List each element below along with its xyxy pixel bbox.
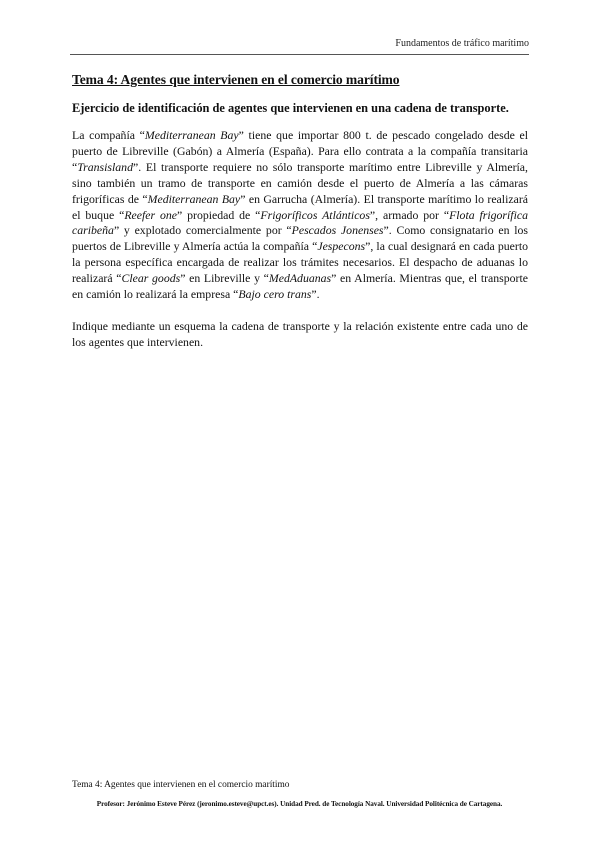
case-paragraph [72, 128, 528, 303]
document-body [72, 128, 528, 367]
company-name: Flota frigorífica caribeña [72, 207, 528, 238]
text-run: ” tiene que importar 800 t. de pescado congelado desde el puerto de Libreville (Gabón) a Almería (España). Para ello contrata a la compañía transitaria “ [72, 128, 529, 174]
company-name: Frigoríficos Atlánticos [260, 207, 370, 222]
text-run: ”. Como consignatario en los puertos de Libreville y Almería actúa la compañía “ [72, 223, 528, 254]
text-run: ” en Libreville y “ [180, 271, 269, 286]
company-name: Bajo cero trans [238, 287, 312, 302]
text-run: ” propiedad de “ [177, 207, 261, 222]
instruction-paragraph: Indique mediante un esquema la cadena de transporte y la relación existente entre cada uno de los agentes que intervienen. [72, 318, 528, 349]
ship-name: Reefer one [124, 207, 178, 222]
text-run: La compañía “ [72, 128, 145, 142]
text-run: ” en Almería. Mientras que, el transporte en camión lo realizará la empresa “ [72, 271, 528, 302]
company-name: Clear goods [121, 271, 181, 286]
text-run: ”. El transporte requiere no sólo transporte marítimo entre Libreville y Almería, sino también un tramo de transporte en camión desde el puerto de Almería a las cámaras frigoríficas de “ [72, 159, 528, 206]
text-run: ” en Garrucha (Almería). El transporte marítimo lo realizará el buque “ [72, 191, 528, 222]
text-run: ”, la cual designará en cada puerto la persona específica encargada de realizar los trámites necesarios. El despacho de aduanas lo realizará “ [72, 239, 529, 286]
company-name: Jespecons [317, 239, 366, 254]
text-run: ” y explotado comercialmente por “ [113, 223, 292, 238]
document-title: Tema 4: Agentes que intervienen en el comercio marítimo [72, 72, 400, 87]
text-run: ”, armado por “ [369, 207, 450, 222]
header-divider [70, 54, 529, 55]
company-name: Transisland [77, 159, 133, 174]
company-name: Mediterranean Bay [144, 128, 239, 142]
company-name: MedAduanas [268, 271, 332, 286]
footer-title: Tema 4: Agentes que intervienen en el comercio marítimo [72, 780, 290, 790]
company-name: Mediterranean Bay [147, 191, 241, 206]
exercise-subtitle: Ejercicio de identificación de agentes que intervienen en una cadena de transporte. [72, 101, 509, 115]
text-run: ”. [311, 287, 320, 302]
running-header: Fundamentos de tráfico marítimo [395, 38, 529, 49]
company-name: Pescados Jonenses [291, 223, 384, 238]
footer-credit: Profesor: Jerónimo Esteve Pérez (jeronimo.esteve@upct.es). Unidad Pred. de Tecnología Naval. Universidad Politécnica de Cartagena. [96, 800, 503, 808]
